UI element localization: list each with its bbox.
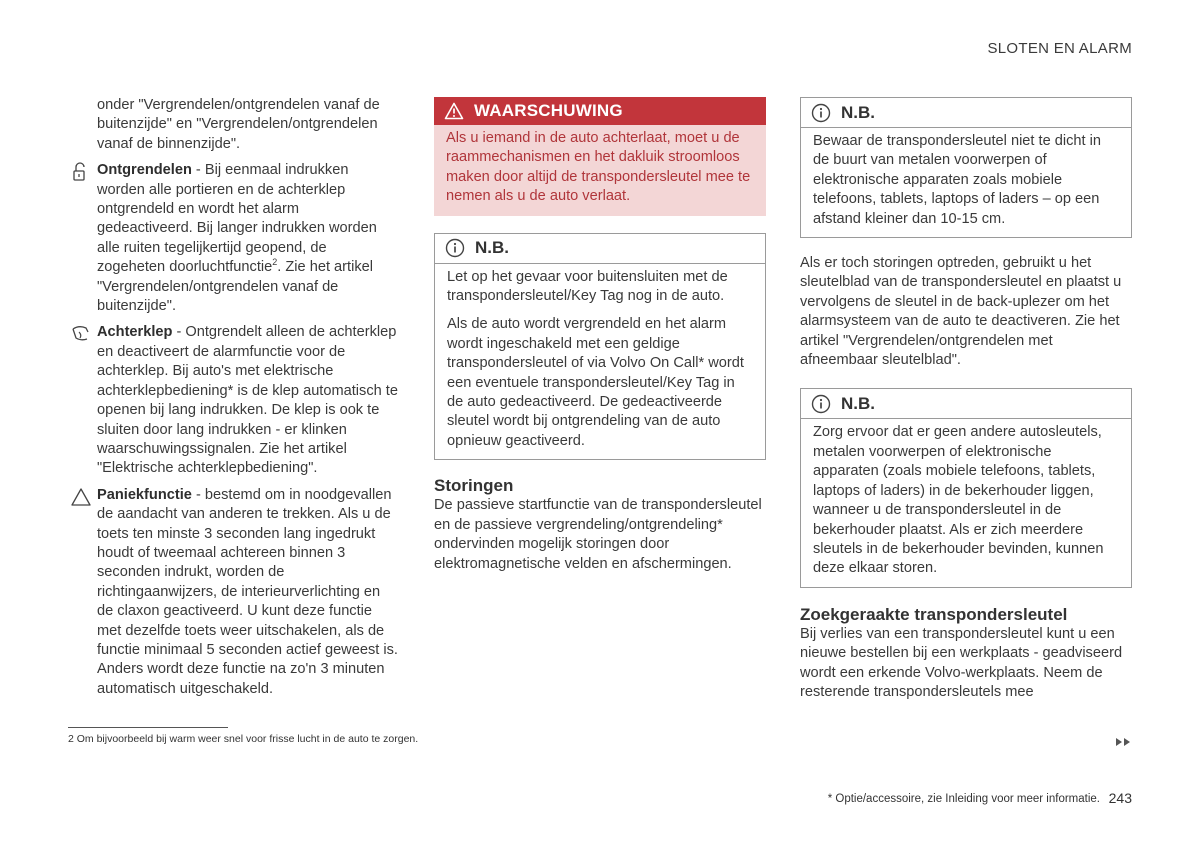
warning-title: WAARSCHUWING [474,101,623,121]
info-circle-icon [811,394,831,414]
disturbances-text: De passieve startfunctie van de transpondersleutel en de passieve vergrendeling/ontgrendeling* ondervinden mogelijk storingen door elektromagnetische velden en afschermingen. [434,497,762,572]
note-title: N.B. [841,394,875,414]
note-paragraph: Zorg ervoor dat er geen andere autosleutels, metalen voorwerpen of elektronische apparaten (zoals mobiele telefoons, tablets, laptops of laders) in de bekerhouder liggen, wanneer u de transpondersleutel in de bekerhouder plaatst. Als er zich meerdere sleutels in de bekerhouder bevinden, kunnen deze elkaar storen. [813,424,1104,577]
tailgate-title: Achterklep [97,324,173,341]
note-box [800,97,1132,238]
lost-key-text: Bij verlies van een transpondersleutel kunt u een nieuwe bestellen bij een werkplaats - geadviseerd wordt een erkende Volvo-werkplaats. Neem de resterende transpondersleutels mee [800,625,1123,700]
unlock-item [68,161,398,316]
page-number: 243 [1108,790,1132,806]
column-right [800,97,1132,702]
note-title: N.B. [841,102,875,122]
warning-box [434,97,766,216]
note-box [800,388,1132,587]
panic-title: Paniekfunctie [97,486,192,503]
column-middle [434,97,766,574]
unlock-text-b: . Zie het artikel "Vergrendelen/ontgrendelen vanaf de buitenzijde". [97,259,373,315]
note-paragraph-2: Als de auto wordt vergrendeld en het alarm wordt ingeschakeld met een geldige transpondersleutel of via Volvo On Call* wordt een eventuele transpondersleutel/Key Tag in de auto gedeactiveerd. De gedeactiveerde sleutel wordt bij ontgrendeling van de auto opnieuw geactiveerd. [447,316,744,449]
note-title: N.B. [475,238,509,258]
note-header [435,234,765,264]
tailgate-text: - Ontgrendelt alleen de achterklep en deactiveert de alarmfunctie voor de achterklep. Bij auto's met elektrische achterklepbediening* is de klep automatisch te openen bij lang indrukken. De klep is ook te sluiten door lang indrukken - er klinken waarschuwingssignalen. Zie het artikel "Elektrische achterklepbediening". [97,324,398,477]
warning-text: Als u iemand in de auto achterlaat, moet u de raammechanismen en het dakluik stroomloos maken door altijd de transpondersleutel mee te nemen als u de auto verlaat. [446,130,751,205]
column-left [68,96,398,699]
intro-paragraph: onder "Vergrendelen/ontgrendelen vanaf de buitenzijde" en "Vergrendelen/ontgrendelen vanaf de binnenzijde". [97,97,380,152]
disturbances-heading: Storingen [434,476,514,496]
note-body [801,419,1131,586]
info-circle-icon [445,238,465,258]
padlock-open-icon [70,162,92,182]
double-arrow-right-icon [1114,736,1132,748]
warning-header [434,97,766,125]
note-body [801,128,1131,237]
note-header [801,98,1131,128]
unlock-text-a: - Bij eenmaal indrukken worden alle portieren en de achterklep ontgrendeld en wordt het alarm gedeactiveerd. Bij langer indrukken worden alle ruiten tegelijkertijd geopend, de zogeheten doorluchtfunctie [97,162,377,276]
option-note: * Optie/accessoire, zie Inleiding voor meer informatie. [827,793,1100,805]
unlock-title: Ontgrendelen [97,162,192,179]
panic-item [68,486,398,699]
note-box [434,233,766,461]
tailgate-icon [70,324,92,344]
footnote-divider [68,727,228,728]
section-title: SLOTEN EN ALARM [987,40,1132,57]
backup-reader-paragraph: Als er toch storingen optreden, gebruikt u het sleutelblad van de transpondersleutel en plaatst u vervolgens de sleutel in de back-uplezer om het alarmsysteem van de auto te deactiveren. Zie het artikel "Vergrendelen/ontgrendelen met afneembaar sleutelblad". [800,255,1122,369]
tailgate-item [68,323,398,478]
note-header [801,389,1131,419]
warning-triangle-icon [70,487,92,507]
footnote: 2 Om bijvoorbeeld bij warm weer snel voor frisse lucht in de auto te zorgen. [68,733,419,745]
note-paragraph-1: Let op het gevaar voor buitensluiten met de transpondersleutel/Key Tag nog in de auto. [447,268,728,305]
note-body [435,264,765,460]
footnote-ref: 2 [272,257,278,268]
note-paragraph: Bewaar de transpondersleutel niet te dicht in de buurt van metalen voorwerpen of elektronische apparaten zoals mobiele telefoons, tablets, laptops of laders – op een afstand kleiner dan 10-15 cm. [813,133,1101,227]
warning-triangle-icon [444,102,464,120]
lost-key-heading: Zoekgeraakte transpondersleutel [800,604,1068,624]
panic-text: - bestemd om in noodgevallen de aandacht van anderen te trekken. Als u de toets ten minste 3 seconden lang ingedrukt houdt of tweemaal achtereen binnen 3 seconden indrukt, worden de richtingaanwijzers, de interieurverlichting en de claxon geactiveerd. U kunt deze functie met dezelfde toets weer uitschakelen, als de functie minimaal 5 seconden actief geweest is. Anders wordt deze functie na zo'n 3 minuten automatisch uitgeschakeld. [97,486,398,697]
info-circle-icon [811,103,831,123]
